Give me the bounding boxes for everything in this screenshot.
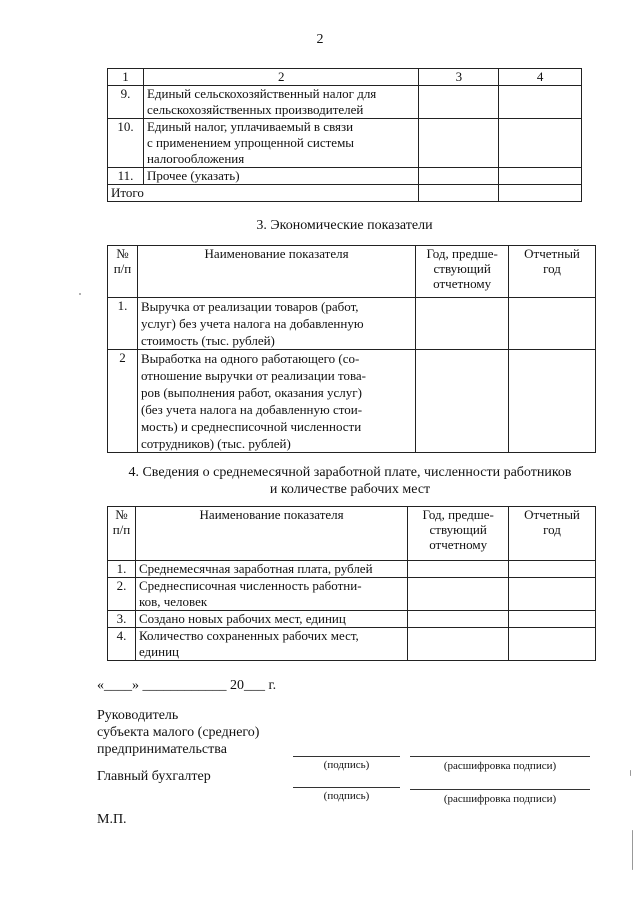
table-header-row [108, 69, 582, 86]
row-name-line: Единый сельскохозяйственный налог для [146, 86, 377, 101]
date-line: «____» ____________ 20___ г. [97, 678, 277, 693]
row-name-line: отношение выручки от реализации това- [140, 368, 367, 383]
header-prev-year [416, 246, 509, 298]
row-name: Среднемесячная заработная плата, рублей [135, 561, 407, 578]
accountant-decoding-caption: (расшифровка подписи) [443, 793, 557, 805]
total-row [108, 185, 582, 202]
header-num [108, 507, 136, 561]
table-row [108, 119, 582, 168]
header-line: ствующий [429, 522, 487, 537]
row-name-line: сотрудников) (тыс. рублей) [140, 436, 291, 451]
row-name-line: Выручка от реализации товаров (работ, [140, 299, 359, 314]
row-number: 3. [108, 611, 136, 628]
cell-report-year [509, 628, 596, 661]
table-row [108, 578, 596, 611]
row-name-line: услуг) без учета налога на добавленную [140, 316, 364, 331]
signature-label-line: Руководитель [97, 708, 179, 723]
row-number: 1. [108, 298, 138, 350]
accountant-signature-label: Главный бухгалтер [97, 769, 211, 784]
salary-workforce-table [107, 506, 596, 661]
row-number: 2 [108, 350, 138, 453]
cell-report-year [509, 298, 596, 350]
header-line: Год, предше- [426, 246, 498, 261]
cell-prev-year [419, 86, 499, 119]
row-number: 10. [108, 119, 144, 168]
row-name-line: ров (выполнения работ, оказания услуг) [140, 385, 362, 400]
row-name-line: Среднесписочная численность работни- [138, 578, 362, 593]
cell-report-year [509, 350, 596, 453]
row-name [135, 628, 407, 661]
cell-prev-year [419, 168, 499, 185]
header-line: ствующий [433, 261, 491, 276]
cell-report-year [499, 119, 582, 168]
cell-prev-year [408, 611, 509, 628]
row-number: 4. [108, 628, 136, 661]
header-num [108, 246, 138, 298]
row-name [143, 86, 419, 119]
accountant-decoding-line[interactable] [410, 789, 590, 790]
stamp-label: М.П. [97, 812, 127, 827]
page-number: 2 [316, 32, 324, 47]
scan-speck [632, 830, 633, 870]
header-line: № [116, 246, 129, 261]
col-header: 1 [108, 69, 144, 86]
cell-report-year [499, 185, 582, 202]
row-name-line: сельскохозяйственных производителей [146, 102, 364, 117]
row-name-line: (без учета налога на добавленную стои- [140, 402, 363, 417]
head-signature-caption: (подпись) [323, 759, 370, 771]
tax-table [107, 68, 582, 202]
header-line: Отчетный [524, 246, 580, 261]
head-decoding-caption: (расшифровка подписи) [443, 760, 557, 772]
row-name [137, 298, 415, 350]
header-report-year [509, 246, 596, 298]
section-title-line: 4. Сведения о среднемесячной заработной плате, численности работников [128, 465, 572, 480]
accountant-signature-line[interactable] [293, 787, 400, 788]
scan-speck [79, 293, 81, 295]
row-name [143, 119, 419, 168]
cell-report-year [509, 611, 596, 628]
header-name: Наименование показателя [137, 246, 415, 298]
economic-indicators-table [107, 245, 596, 453]
table-row [108, 298, 596, 350]
section-3-title: 3. Экономические показатели [256, 218, 433, 233]
row-name-line: Выработка на одного работающего (со- [140, 351, 360, 366]
row-name-line: мость) и среднесписочной численности [140, 419, 362, 434]
row-name [137, 350, 415, 453]
row-number: 1. [108, 561, 136, 578]
cell-prev-year [419, 119, 499, 168]
row-number: 9. [108, 86, 144, 119]
table-header-row [108, 507, 596, 561]
header-line: № [115, 507, 128, 522]
cell-prev-year [408, 561, 509, 578]
header-report-year [509, 507, 596, 561]
row-name-line: налогообложения [146, 151, 245, 166]
row-name-line: стоимость (тыс. рублей) [140, 333, 275, 348]
header-line: п/п [113, 261, 132, 276]
signature-label-line: субъекта малого (среднего) [97, 725, 260, 740]
row-name: Прочее (указать) [143, 168, 419, 185]
scan-speck [630, 770, 631, 776]
table-row [108, 628, 596, 661]
table-row [108, 561, 596, 578]
header-line: отчетному [433, 276, 492, 291]
cell-report-year [509, 578, 596, 611]
row-number: 11. [108, 168, 144, 185]
cell-prev-year [408, 578, 509, 611]
cell-report-year [499, 86, 582, 119]
table-row [108, 86, 582, 119]
table-header-row [108, 246, 596, 298]
row-name-line: Количество сохраненных рабочих мест, [138, 628, 359, 643]
col-header: 3 [419, 69, 499, 86]
col-header: 4 [499, 69, 582, 86]
header-line: Год, предше- [422, 507, 494, 522]
row-name: Создано новых рабочих мест, единиц [135, 611, 407, 628]
cell-report-year [499, 168, 582, 185]
table-row [108, 350, 596, 453]
header-line: год [543, 261, 561, 276]
cell-report-year [509, 561, 596, 578]
header-name: Наименование показателя [135, 507, 407, 561]
header-line: Отчетный [524, 507, 580, 522]
cell-prev-year [408, 628, 509, 661]
row-name-line: единиц [138, 644, 179, 659]
table-row [108, 611, 596, 628]
cell-prev-year [416, 350, 509, 453]
section-title-line: и количестве рабочих мест [269, 482, 431, 497]
head-signature-label [97, 707, 259, 758]
header-line: отчетному [429, 537, 488, 552]
header-line: п/п [112, 522, 131, 537]
total-label: Итого [108, 185, 419, 202]
row-name-line: с применением упрощенной системы [146, 135, 355, 150]
row-name-line: ков, человек [138, 594, 208, 609]
col-header: 2 [143, 69, 419, 86]
row-name [135, 578, 407, 611]
table-row [108, 168, 582, 185]
cell-prev-year [419, 185, 499, 202]
accountant-signature-caption: (подпись) [323, 790, 370, 802]
row-name-line: Единый налог, уплачиваемый в связи [146, 119, 354, 134]
signature-label-line: предпринимательства [97, 742, 227, 757]
head-decoding-line[interactable] [410, 756, 590, 757]
cell-prev-year [416, 298, 509, 350]
head-signature-line[interactable] [293, 756, 400, 757]
header-line: год [543, 522, 561, 537]
header-prev-year [408, 507, 509, 561]
section-4-title [100, 464, 600, 498]
row-number: 2. [108, 578, 136, 611]
